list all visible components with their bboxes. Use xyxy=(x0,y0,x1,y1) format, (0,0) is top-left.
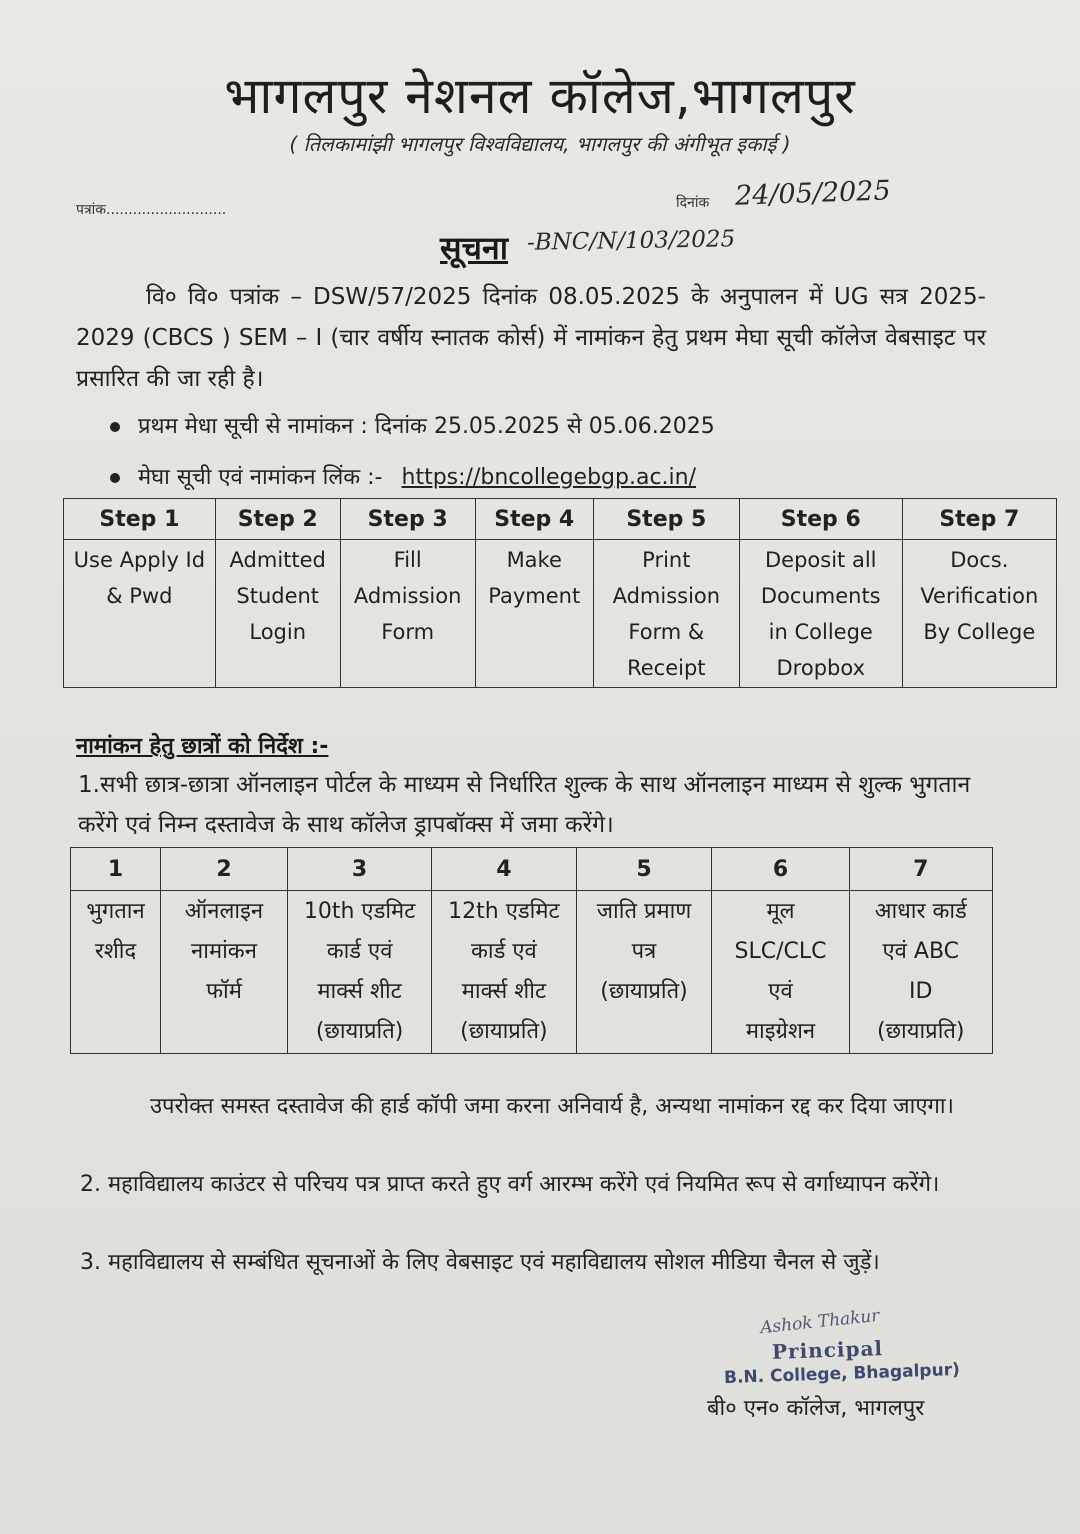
steps-header-1: Step 1 xyxy=(64,499,216,540)
documents-cell-4 xyxy=(432,891,576,1054)
cell-line: (छायाप्रति) xyxy=(460,1019,548,1044)
bullet-merit-link xyxy=(110,461,696,491)
cell-line: Student xyxy=(236,584,320,608)
documents-header-4: 4 xyxy=(432,848,576,891)
instruction-point-1: 1.सभी छात्र-छात्रा ऑनलाइन पोर्टल के माध्यम से निर्धारित शुल्क के साथ ऑनलाइन माध्यम से शुल्क भुगतान करेंगे एवं निम्न दस्तावेज के साथ कॉलेज ड्रापबॉक्स में जमा करेंगे। xyxy=(78,772,971,838)
principal-designation: बी० एन० कॉलेज, भागलपुर xyxy=(707,1396,925,1421)
cell-line: Verification xyxy=(920,584,1039,608)
steps-cell-5 xyxy=(593,540,739,688)
cell-line: रशीद xyxy=(94,939,137,964)
bullet-dot-icon xyxy=(110,422,120,432)
cell-line: एवं xyxy=(768,979,793,1004)
documents-header-6: 6 xyxy=(712,848,849,891)
cell-line: Deposit all xyxy=(765,548,877,572)
bullet-admission-dates xyxy=(110,410,715,440)
cell-line: पत्र xyxy=(631,939,657,964)
cell-line: (छायाप्रति) xyxy=(877,1019,965,1044)
documents-header-1: 1 xyxy=(71,848,161,891)
documents-cell-5 xyxy=(576,891,712,1054)
cell-line: Fill xyxy=(393,548,422,572)
cell-line: Documents xyxy=(760,584,881,608)
cell-line: आधार कार्ड xyxy=(874,899,967,924)
cell-line: Docs. xyxy=(950,548,1009,572)
principal-stamp-title: Principal xyxy=(771,1336,884,1364)
instruction-point-3: 3. महाविद्यालय से सम्बंधित सूचनाओं के लिए वेबसाइट एवं महाविद्यालय सोशल मीडिया चैनल से जुड़ें। xyxy=(80,1250,880,1275)
cell-line: Use Apply Id xyxy=(73,548,206,572)
cell-line: मार्क्स शीट xyxy=(317,979,402,1004)
notice-heading: सूचना xyxy=(440,229,509,267)
steps-header-7: Step 7 xyxy=(902,499,1056,540)
documents-header-2: 2 xyxy=(161,848,288,891)
cell-line: in College xyxy=(768,620,873,644)
cell-line: Admission xyxy=(353,584,462,608)
cell-line: Receipt xyxy=(627,656,706,680)
cell-line: Print xyxy=(642,548,691,572)
cell-line: Payment xyxy=(488,584,581,608)
principal-stamp-college: B.N. College, Bhagalpur) xyxy=(723,1359,961,1389)
handwritten-date: 24/05/2025 xyxy=(734,175,892,212)
hard-copy-note: उपरोक्त समस्त दस्तावेज की हार्ड कॉपी जमा करना अनिवार्य है, अन्यथा नामांकन रद्द कर दिया जाएगा। xyxy=(150,1094,954,1119)
steps-cell-3 xyxy=(340,540,475,688)
cell-line: कार्ड एवं xyxy=(471,939,537,964)
cell-line: ID xyxy=(909,979,933,1004)
steps-cell-1 xyxy=(64,540,216,688)
documents-table xyxy=(70,847,993,1054)
cell-line: 12th एडमिट xyxy=(448,899,560,924)
documents-header-5: 5 xyxy=(576,848,712,891)
cell-line: 10th एडमिट xyxy=(303,899,416,924)
date-label: दिनांक xyxy=(676,195,710,211)
cell-line: SLC/CLC xyxy=(734,939,827,964)
documents-cell-1 xyxy=(71,891,161,1054)
notice-paragraph: वि० वि० पत्रांक – DSW/57/2025 दिनांक 08.05.2025 के अनुपालन में UG सत्र 2025-2029 (CBCS ) SEM – I (चार वर्षीय स्नातक कोर्स) में नामांकन हेतु प्रथम मेघा सूची कॉलेज वेबसाइट पर प्रसारित की जा रही है। xyxy=(76,284,986,392)
cell-line: Admission xyxy=(612,584,721,608)
admission-steps-table xyxy=(63,498,1057,688)
cell-line: Form & xyxy=(628,620,705,644)
cell-line: (छायाप्रति) xyxy=(315,1019,404,1044)
bullet-dot-icon xyxy=(110,473,120,483)
documents-header-7: 7 xyxy=(849,848,992,891)
documents-cell-7 xyxy=(849,891,992,1054)
cell-line: (छायाप्रति) xyxy=(600,979,688,1004)
cell-line: Login xyxy=(249,620,307,644)
college-title: भागलपुर नेशनल कॉलेज,भागलपुर xyxy=(224,67,856,125)
cell-line: मूल xyxy=(766,899,795,924)
cell-line: नामांकन xyxy=(191,939,257,964)
steps-cell-4 xyxy=(475,540,593,688)
cell-line: कार्ड एवं xyxy=(326,939,393,964)
cell-line: By College xyxy=(923,620,1036,644)
cell-line: माइग्रेशन xyxy=(745,1019,816,1044)
cell-line: भुगतान xyxy=(86,899,145,924)
cell-line: Make xyxy=(506,548,562,572)
documents-cell-2 xyxy=(161,891,288,1054)
instructions-heading: नामांकन हेतु छात्रों को निर्देश :- xyxy=(76,734,329,759)
university-subtitle: ( तिलकामांझी भागलपुर विश्वविद्यालय, भागलपुर की अंगीभूत इकाई ) xyxy=(289,132,791,156)
steps-cell-6 xyxy=(739,540,902,688)
steps-header-6: Step 6 xyxy=(739,499,902,540)
cell-line: एवं ABC xyxy=(882,939,960,964)
documents-cell-6 xyxy=(712,891,849,1054)
reference-number-label: पत्रांक........................... xyxy=(76,202,227,218)
steps-header-5: Step 5 xyxy=(593,499,739,540)
cell-line: & Pwd xyxy=(106,584,173,608)
cell-line: Dropbox xyxy=(776,656,865,680)
steps-header-4: Step 4 xyxy=(475,499,593,540)
documents-cell-3 xyxy=(287,891,431,1054)
cell-line: मार्क्स शीट xyxy=(461,979,547,1004)
cell-line: ऑनलाइन xyxy=(184,899,264,924)
principal-signature: Ashok Thakur xyxy=(759,1305,881,1339)
bullet-text: मेघा सूची एवं नामांकन लिंक :- xyxy=(138,465,383,490)
steps-cell-7 xyxy=(902,540,1056,688)
bullet-text: प्रथम मेधा सूची से नामांकन : दिनांक 25.05.2025 से 05.06.2025 xyxy=(138,414,715,439)
steps-header-2: Step 2 xyxy=(215,499,340,540)
steps-header-3: Step 3 xyxy=(340,499,475,540)
college-website-link[interactable]: https://bncollegebgp.ac.in/ xyxy=(401,465,697,490)
cell-line: Admitted xyxy=(229,548,326,572)
cell-line: Form xyxy=(381,620,435,644)
cell-line: फॉर्म xyxy=(206,979,242,1004)
documents-header-3: 3 xyxy=(287,848,431,891)
notice-number: -BNC/N/103/2025 xyxy=(526,226,736,256)
instruction-point-2: 2. महाविद्यालय काउंटर से परिचय पत्र प्राप्त करते हुए वर्ग आरम्भ करेंगे एवं नियमित रूप से वर्गाध्यापन करेंगे। xyxy=(80,1172,940,1197)
steps-cell-2 xyxy=(215,540,340,688)
cell-line: जाति प्रमाण xyxy=(596,899,692,924)
